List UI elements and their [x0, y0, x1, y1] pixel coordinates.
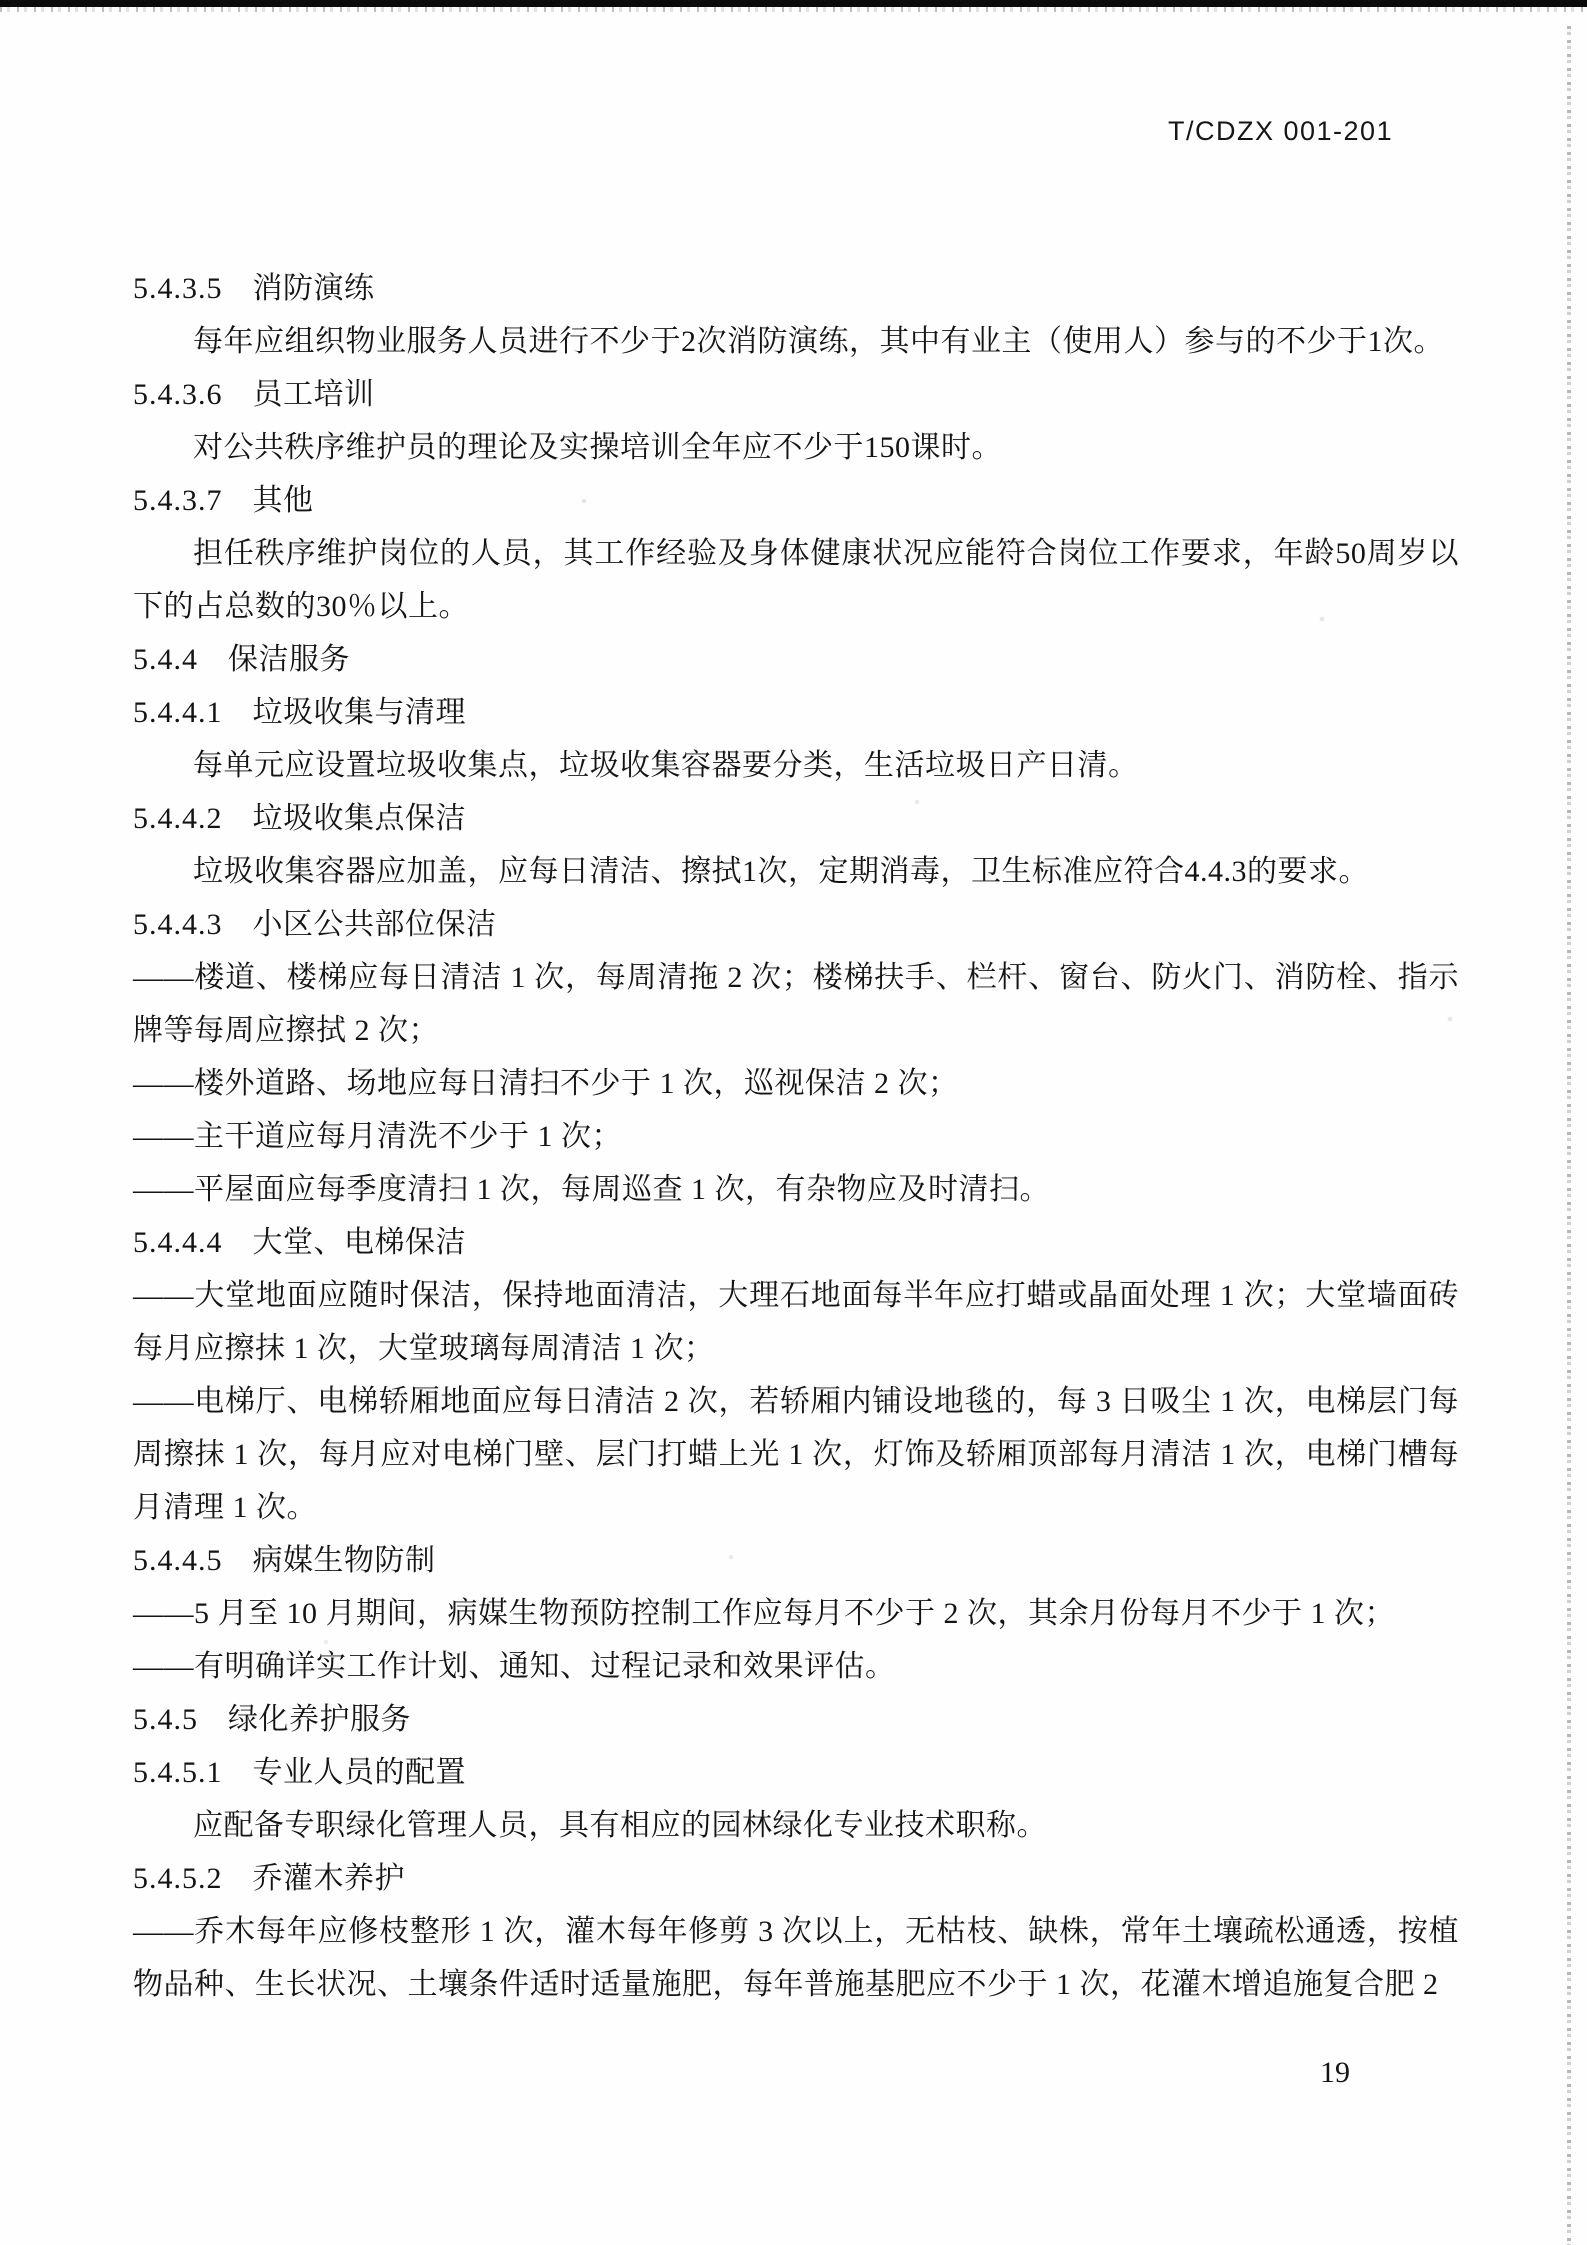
section-heading: [133, 474, 1459, 527]
scan-noise: [0, 0, 2, 2]
dash-item: ——楼外道路、场地应每日清扫不少于 1 次，巡视保洁 2 次；: [133, 1067, 959, 1100]
dash-item: ——电梯厅、电梯轿厢地面应每日清洁 2 次，若轿厢内铺设地毯的，每 3 日吸尘 1 次，电梯层门每周擦抹 1 次，每月应对电梯门壁、层门打蜡上光 1 次，灯饰及轿厢顶部每月清洁 1 次，电梯门槽每月清理 1 次。: [133, 1385, 1459, 1524]
paragraph: 对公共秩序维护员的理论及实操培训全年应不少于150课时。: [193, 431, 1002, 464]
section-title: 病媒生物防制: [252, 1544, 436, 1577]
section-number: 5.4.5: [133, 1703, 198, 1736]
section-number: 5.4.3.7: [133, 484, 223, 517]
section-number: 5.4.4.5: [133, 1544, 223, 1577]
section-title: 乔灌木养护: [252, 1862, 405, 1895]
section-number: 5.4.3.5: [133, 272, 223, 305]
paragraph: 应配备专职绿化管理人员，具有相应的园林绿化专业技术职称。: [193, 1809, 1047, 1842]
section-heading: [133, 368, 1459, 421]
dash-item: ——平屋面应每季度清扫 1 次，每周巡查 1 次，有杂物应及时清扫。: [133, 1173, 1050, 1206]
paragraph: 担任秩序维护岗位的人员，其工作经验及身体健康状况应能符合岗位工作要求，年龄50周岁以下的占总数的30％以上。: [133, 537, 1459, 623]
dash-item: ——乔木每年应修枝整形 1 次，灌木每年修剪 3 次以上，无枯枝、缺株，常年土壤疏松通透，按植物品种、生长状况、土壤条件适时适量施肥，每年普施基肥应不少于 1 次，花灌木增追施复合肥 2: [133, 1915, 1459, 2001]
section-title: 专业人员的配置: [252, 1756, 466, 1789]
page-number: 19: [1320, 2056, 1350, 2089]
section-heading: [133, 1693, 1459, 1746]
dash-item: ——有明确详实工作计划、通知、过程记录和效果评估。: [133, 1650, 896, 1683]
section-heading: [133, 792, 1459, 845]
document-body: [133, 262, 1459, 2011]
section-number: 5.4.4: [133, 643, 198, 676]
section-heading: [133, 686, 1459, 739]
section-heading: [133, 633, 1459, 686]
scan-edge-top: [0, 0, 1587, 7]
scan-artifact-right: [1567, 26, 1571, 2245]
paragraph: 垃圾收集容器应加盖，应每日清洁、擦拭1次，定期消毒，卫生标准应符合4.4.3的要求。: [193, 855, 1369, 888]
section-heading: [133, 1216, 1459, 1269]
section-title: 其他: [252, 484, 314, 517]
dash-item: ——大堂地面应随时保洁，保持地面清洁，大理石地面每半年应打蜡或晶面处理 1 次；大堂墙面砖每月应擦抹 1 次，大堂玻璃每周清洁 1 次；: [133, 1279, 1459, 1365]
dash-item: ——主干道应每月清洗不少于 1 次；: [133, 1120, 622, 1153]
paragraph: 每单元应设置垃圾收集点，垃圾收集容器要分类，生活垃圾日产日清。: [193, 749, 1139, 782]
section-title: 保洁服务: [228, 643, 350, 676]
section-heading: [133, 262, 1459, 315]
section-heading: [133, 898, 1459, 951]
section-title: 小区公共部位保洁: [252, 908, 497, 941]
paragraph: 每年应组织物业服务人员进行不少于2次消防演练，其中有业主（使用人）参与的不少于1次。: [193, 325, 1444, 358]
section-number: 5.4.4.3: [133, 908, 223, 941]
section-number: 5.4.3.6: [133, 378, 223, 411]
section-heading: [133, 1746, 1459, 1799]
section-title: 绿化养护服务: [228, 1703, 411, 1736]
standard-code-header: T/CDZX 001-201: [1168, 116, 1394, 146]
dash-item: ——楼道、楼梯应每日清洁 1 次，每周清拖 2 次；楼梯扶手、栏杆、窗台、防火门、消防栓、指示牌等每周应擦拭 2 次；: [133, 961, 1459, 1047]
section-number: 5.4.5.1: [133, 1756, 223, 1789]
section-title: 大堂、电梯保洁: [252, 1226, 466, 1259]
section-title: 垃圾收集点保洁: [252, 802, 466, 835]
dash-item: ——5 月至 10 月期间，病媒生物预防控制工作应每月不少于 2 次，其余月份每月不少于 1 次；: [133, 1597, 1395, 1630]
section-number: 5.4.4.2: [133, 802, 223, 835]
section-title: 消防演练: [252, 272, 375, 305]
section-number: 5.4.5.2: [133, 1862, 223, 1895]
section-heading: [133, 1534, 1459, 1587]
section-title: 员工培训: [252, 378, 375, 411]
section-heading: [133, 1852, 1459, 1905]
section-number: 5.4.4.1: [133, 696, 223, 729]
section-number: 5.4.4.4: [133, 1226, 223, 1259]
section-title: 垃圾收集与清理: [252, 696, 466, 729]
